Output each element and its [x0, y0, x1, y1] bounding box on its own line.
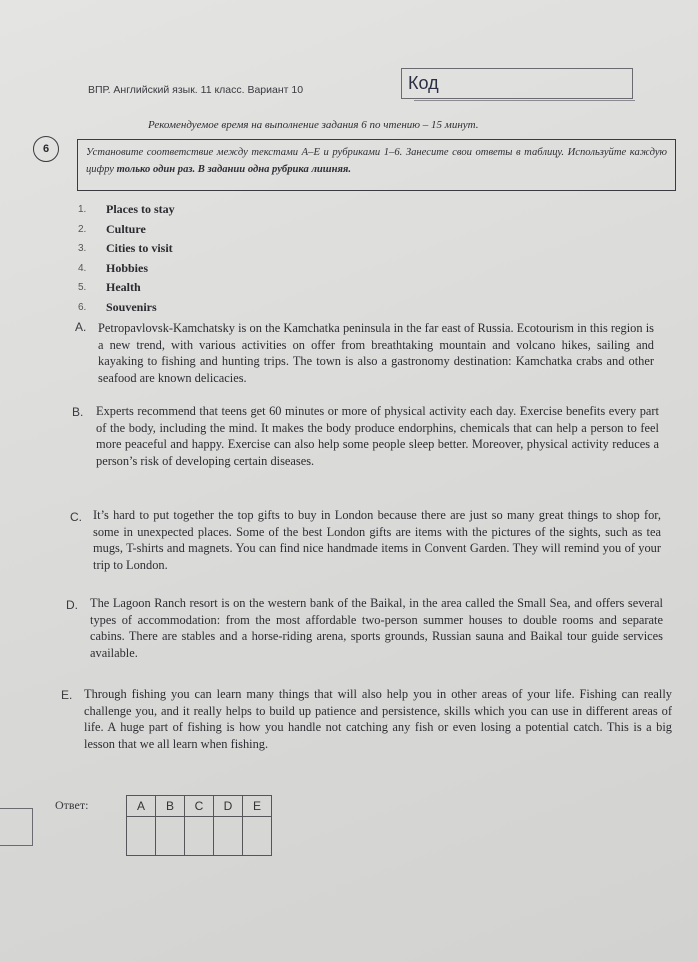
answer-cell-b[interactable]: [156, 817, 185, 856]
rubric-label: Culture: [106, 221, 146, 236]
rubric-item: [78, 298, 175, 318]
answer-cell-e[interactable]: [243, 817, 272, 856]
rubric-number: 4.: [78, 262, 87, 274]
rubric-label: Souvenirs: [106, 299, 157, 314]
instruction-bold: только один раз. В задании одна рубрика лишняя.: [116, 164, 352, 175]
code-label: Код: [408, 73, 439, 93]
answer-header-a: A: [127, 796, 156, 817]
code-underline: [414, 100, 635, 101]
rubric-item: [78, 239, 175, 259]
task-number-badge: 6: [33, 136, 59, 162]
instruction-text: Установите соответствие между текстами A–E и рубриками 1–6. Занесите свои ответы в таблицу. Используйте каждую цифру: [86, 147, 667, 175]
rubric-number: 5.: [78, 282, 87, 294]
rubric-label: Hobbies: [106, 260, 149, 275]
rubric-item: [78, 200, 175, 220]
rubric-number: 1.: [78, 204, 87, 216]
answer-label: Ответ:: [55, 798, 89, 812]
answer-cell-d[interactable]: [214, 817, 243, 856]
margin-box: [0, 808, 33, 846]
text-letter: B.: [72, 405, 84, 419]
text-letter: C.: [70, 510, 82, 524]
text-b: Experts recommend that teens get 60 minutes or more of physical activity each day. Exercise benefits every part of the body, including the mind. It makes the body produce endorphins, chemicals that can help a person to feel more peaceful and happy. Exercise can also help some people sleep better. Moreover, physical activity reduces a person’s risk of developing certain diseases.: [96, 404, 659, 468]
code-field[interactable]: [401, 68, 633, 99]
exam-title: ВПР. Английский язык. 11 класс. Вариант 10: [88, 84, 304, 96]
text-letter: D.: [66, 598, 78, 612]
text-c: It’s hard to put together the top gifts to buy in London because there are just so many great things to shop for, some in unexpected places. Some of the best London gifts are items with the pictures of the sights, such as tea mugs, T-shirts and magnets. You can find nice handmade items in Convent Garden. They will remind you of your trip to London.: [93, 508, 661, 572]
rubric-label: Health: [106, 280, 141, 295]
instruction-box: [77, 139, 676, 191]
recommended-time: Рекомендуемое время на выполнение задания 6 по чтению – 15 минут.: [148, 119, 479, 131]
answer-header-c: C: [185, 796, 214, 817]
text-letter: E.: [61, 688, 73, 702]
text-e: Through fishing you can learn many things that will also help you in other areas of your life. Fishing can really challenge you, and it really helps to build up patience and persistence, skills which you can use in different areas of life. A huge part of fishing is how you handle not catching any fish or even losing a potential catch. This is a big lesson that we all learn when fishing.: [84, 687, 672, 751]
text-d: The Lagoon Ranch resort is on the western bank of the Baikal, in the area called the Small Sea, and offers several types of accommodation: from the most affordable two-person summer houses to double rooms and separate cabins. There are stables and a horse-riding arena, sports grounds, Russian sauna and Baikal tour guide services available.: [90, 596, 663, 660]
answer-header-d: D: [214, 796, 243, 817]
answer-header-e: E: [243, 796, 272, 817]
rubric-item: [78, 278, 175, 298]
rubric-label: Places to stay: [106, 202, 175, 217]
answer-cell-a[interactable]: [127, 817, 156, 856]
text-a: Petropavlovsk-Kamchatsky is on the Kamchatka peninsula in the far east of Russia. Ecotourism in this region is a new trend, with various activities on offer from breathtaking mountain and volcano hikes, sailing and kayaking to fishing and hunting trips. The town is also a gastronomy destination: Kamchatka crabs and other seafood are known delicacies.: [98, 321, 654, 385]
rubric-list: [78, 200, 175, 317]
rubric-item: [78, 259, 175, 279]
answer-table: [126, 795, 272, 856]
rubric-number: 2.: [78, 223, 87, 235]
rubric-number: 3.: [78, 243, 87, 255]
text-letter: A.: [75, 320, 87, 334]
answer-cell-c[interactable]: [185, 817, 214, 856]
answer-header-b: B: [156, 796, 185, 817]
rubric-number: 6.: [78, 301, 87, 313]
rubric-label: Cities to visit: [106, 241, 173, 256]
rubric-item: [78, 220, 175, 240]
